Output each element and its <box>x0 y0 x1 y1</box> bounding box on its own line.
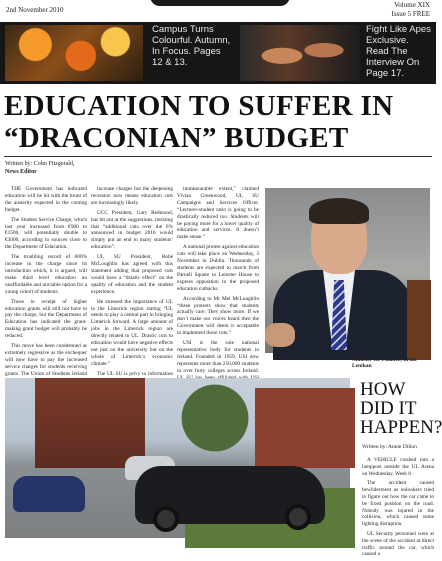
article-paragraph: UL SU President, Robé McLoughlin has agreed with this statement adding that proposed cuts would have a “drastic effect” on the quality of education and the student experience. <box>91 254 173 295</box>
masthead <box>0 0 436 22</box>
promo-interview: Fight Like Apes Exclusive. Read The Interview On Page 17. <box>366 24 431 79</box>
minister-photo <box>265 188 430 353</box>
issue-label: Issue 5 FREE <box>391 10 430 18</box>
side-story-byline: Written by: Annie Dillon <box>362 444 417 450</box>
article-paragraph: This move has been condemned as extremely regressive as the exchequer will now have to pay the increased service charges for students receiving grants. The Union of Students Ireland <box>5 343 87 377</box>
issue-info <box>392 1 431 19</box>
article-paragraph: A national protest against education cuts will take place on Wednesday, 3 November in Dublin. Thousands of students are expected to march from Parnell Square to Leinster House to express opposition to the proposed education cutbacks. <box>177 244 259 292</box>
side-story-paragraph: The accident caused bewilderment as onlookers tried to figure out how the car came to be fixed position on the road. Nobody was injured in the collision, which caused some lighting disruption. <box>362 480 434 528</box>
band-photo-image <box>240 25 360 81</box>
article-paragraph: He stressed the importance of UL to the Limerick region stating “UL needs to play a central part in bringing Limerick forward. A large amount of jobs in the Limerick region are directly related to UL. Drastic cuts to education would have negative effects not just on the university but on the whole of Limerick’s economic climate.” <box>91 298 173 367</box>
article-paragraph: According to Mr Mel McLoughlin “these protests show that students actually care. They show more. If we don’t make our voices heard then the Government will deem it acceptable to implement these cuts.” <box>177 295 259 337</box>
article-paragraph: THE Government has indicated education will be hit with the brunt of the austerity expected in the coming budget. <box>5 186 87 213</box>
masthead-logo <box>150 0 290 6</box>
headline-rule <box>4 156 432 157</box>
photo-caption: Minister for Finance, Brian Lenihan <box>352 357 417 369</box>
article-paragraph: UCC President, Gary Redmond, has hit out at the suggestions, insisting that “additional cuts over the 6% announced in budget 2010 would simply put an end to many students’ education”. <box>91 209 173 251</box>
byline-role: News Editor <box>5 169 37 175</box>
article-paragraph: The troubling record of 600% increase in the charge since its introduction which, it is argued, will make third level education an unaffordable and unviable option for a young cohort of students. <box>5 254 87 295</box>
main-headline: EDUCATION TO SUFFER IN “DRACONIAN” BUDGET <box>4 90 394 154</box>
side-story-paragraph: UL Security personnel were at the scene of the accident at direct traffic around the car, which caused a <box>362 530 434 558</box>
article-paragraph: USI is the sole national representative body for students in Ireland. Founded in 1959, USI now represents more than 250,000 students in over forty colleges across Ireland. <box>177 340 259 374</box>
byline-author: Written by: Colm Fitzgerald, <box>5 161 75 167</box>
side-story-paragraph: A VEHICLE crashed into a lamppost outside the UL Arena on Wednesday, Week 8. <box>362 457 434 477</box>
article-paragraph: increase charges but the deepening recession now means education cuts are increasingly likely. <box>91 186 173 206</box>
side-story-headline: HOW DID IT HAPPEN? <box>360 379 442 438</box>
car-crash-photo <box>5 378 350 538</box>
promo-campus: Campus Turns Colourful. Autumn, In Focus. Pages 12 & 13. <box>152 24 231 68</box>
article-paragraph: Those in receipt of higher education grants will still not have to pay the charge, but the Department of Education has indicated the grant-making grant budget will probably be reduced. <box>5 298 87 340</box>
autumn-leaves-image <box>5 25 143 81</box>
article-paragraph: The UL SU is privy to information <box>97 370 173 377</box>
side-story-body <box>362 457 434 561</box>
issue-date: 2nd November 2010 <box>6 6 64 14</box>
article-paragraph: The Student Service Charge, which last year increased from €900 to €1500, will potentially double to €3000, according to sources close to the Department of Education. <box>5 216 87 251</box>
article-column-3 <box>177 186 259 391</box>
byline <box>5 160 74 176</box>
volume-label: Volume XIX <box>394 1 430 9</box>
article-paragraph: immeasurable extent,” claimed Vivian Greenwood, UL SU Campaigns and Services Officer. “Lecturer-student ratio is going to be drastically reduced too. Students will be paying more for a lower quality of education and services. It doesn’t make sense.” <box>177 186 259 241</box>
